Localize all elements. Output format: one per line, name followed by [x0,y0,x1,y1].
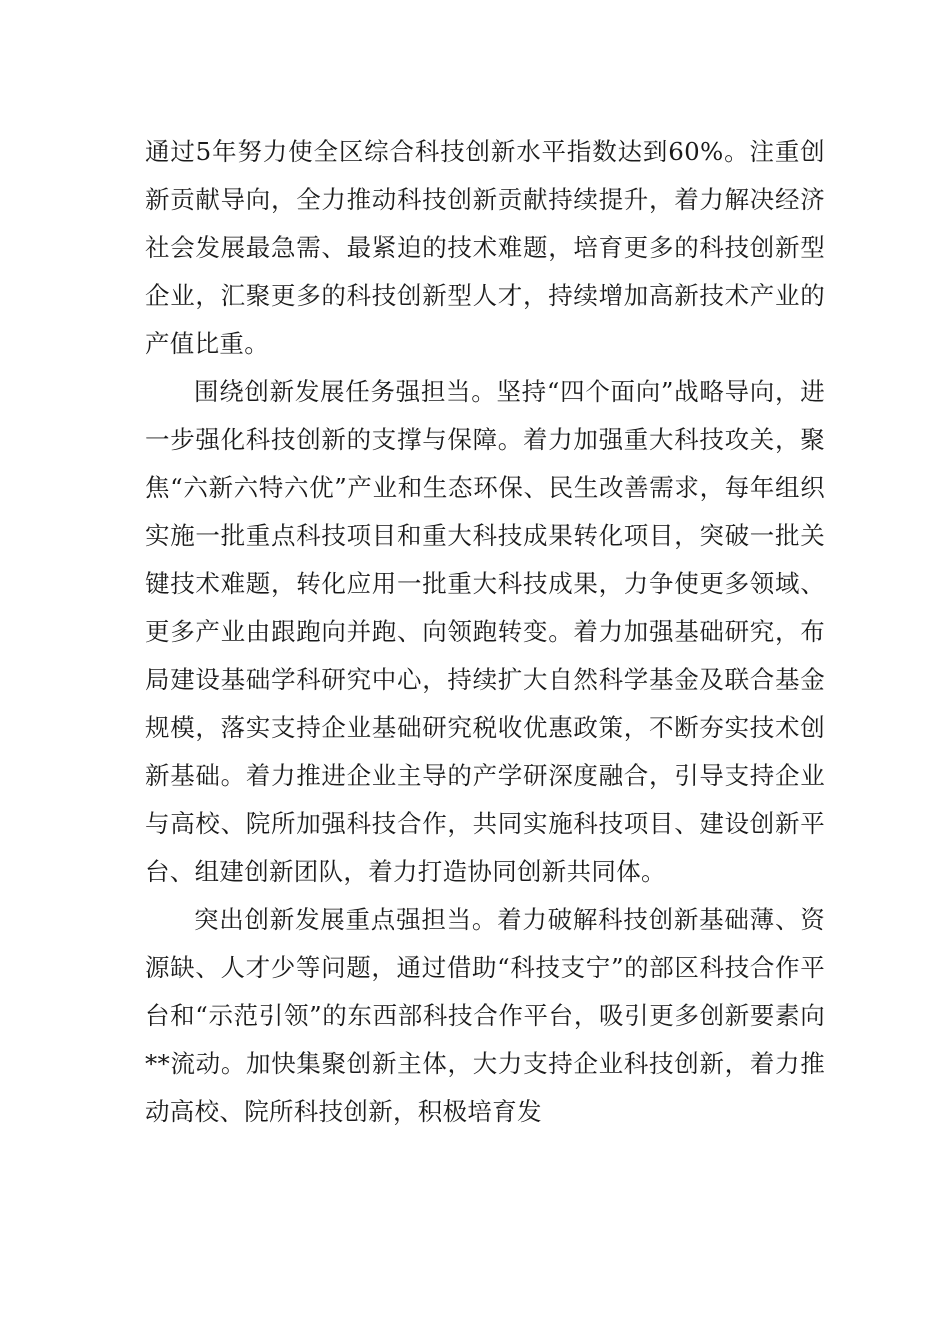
paragraph-innovation-focus: 突出创新发展重点强担当。着力破解科技创新基础薄、资源缺、人才少等问题，通过借助“科技支宁”的部区科技合作平台和“示范引领”的东西部科技合作平台，吸引更多创新要素向**流动。加快集聚创新主体，大力支持企业科技创新，着力推动高校、院所科技创新，积极培育发 [145,905,825,1126]
document-body [145,128,825,1136]
paragraph-innovation-tasks: 围绕创新发展任务强担当。坚持“四个面向”战略导向，进一步强化科技创新的支撑与保障。着力加强重大科技攻关，聚焦“六新六特六优”产业和生态环保、民生改善需求，每年组织实施一批重点科技项目和重大科技成果转化项目，突破一批关键技术难题，转化应用一批重大科技成果，力争使更多领域、更多产业由跟跑向并跑、向领跑转变。着力加强基础研究，布局建设基础学科研究中心，持续扩大自然科学基金及联合基金规模，落实支持企业基础研究税收优惠政策，不断夯实技术创新基础。着力推进企业主导的产学研深度融合，引导支持企业与高校、院所加强科技合作，共同实施科技项目、建设创新平台、组建创新团队，着力打造协同创新共同体。 [145,377,825,886]
paragraph-continuation: 通过5年努力使全区综合科技创新水平指数达到60%。注重创新贡献导向，全力推动科技创新贡献持续提升，着力解决经济社会发展最急需、最紧迫的技术难题，培育更多的科技创新型企业，汇聚更多的科技创新型人才，持续增加高新技术产业的产值比重。 [145,137,825,358]
